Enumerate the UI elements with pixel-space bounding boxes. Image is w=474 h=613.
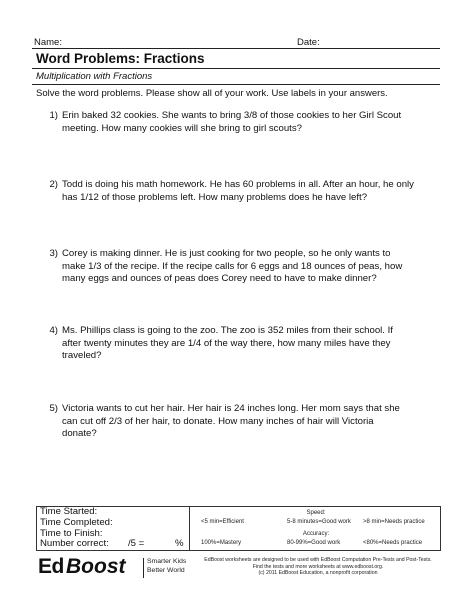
logo-ed-text: Ed <box>38 555 64 578</box>
problem-1 <box>44 110 444 150</box>
percent-sign: % <box>175 538 184 550</box>
time-to-finish-label: Time to Finish: <box>40 527 103 539</box>
footer-note-line-3: (c) 2011 EdBoost Education, a nonprofit corporation <box>258 570 378 577</box>
time-completed-label: Time Completed: <box>40 516 113 528</box>
scoring-guide-box <box>189 506 441 551</box>
logo-divider <box>143 558 144 578</box>
worksheet-subtitle: Multiplication with Fractions <box>36 71 153 82</box>
header-rule <box>32 48 440 49</box>
date-label: Date: <box>297 37 320 48</box>
subtitle-rule <box>32 84 440 85</box>
speed-title: Speed: <box>306 510 326 516</box>
speed-efficient: <5 min=Efficient <box>201 519 244 525</box>
problem-line: donate? <box>62 428 97 440</box>
footer-note-line-1: EdBoost worksheets are designed to be used with EdBoost Computation Pre-Tests and Post-Tests. <box>204 557 432 563</box>
timing-box <box>36 506 190 551</box>
footer-note <box>196 557 440 577</box>
problem-line: Erin baked 32 cookies. She wants to bring 3/8 of those cookies to her Girl Scout <box>62 110 402 121</box>
problem-3 <box>44 248 444 288</box>
problem-line: has 1/12 of those problems left. How many problems does he have left? <box>62 191 368 203</box>
problem-line: can cut off 2/3 of her hair, to donate. How many inches of hair will Victoria <box>62 415 374 427</box>
number-correct-label: Number correct: <box>40 538 109 550</box>
logo-tagline-1: Smarter Kids <box>147 558 187 565</box>
instructions: Solve the word problems. Please show all of your work. Use labels in your answers. <box>36 88 388 99</box>
name-label: Name: <box>34 37 62 48</box>
problem-line: after twenty minutes they are 1/4 of the way there, how many miles have they <box>62 337 391 349</box>
logo-boost-text: Boost <box>66 555 126 578</box>
logo-tagline-2: Better World <box>147 567 185 574</box>
accuracy-title: Accuracy: <box>302 531 330 537</box>
problem-number: 1) <box>49 110 58 121</box>
accuracy-needs-practice: <80%=Needs practice <box>363 540 423 546</box>
edboost-logo <box>36 553 196 583</box>
problem-5 <box>44 403 444 443</box>
problem-number: 3) <box>49 248 58 259</box>
speed-good: 5-8 minutes=Good work <box>287 519 351 525</box>
problem-number: 5) <box>49 403 58 414</box>
problem-line: Corey is making dinner. He is just cooking for two people, so he only wants to <box>62 248 391 259</box>
title-rule <box>32 68 440 69</box>
problem-line: many eggs and ounces of peas does Corey need to have to make dinner? <box>62 273 377 285</box>
worksheet-title: Word Problems: Fractions <box>36 51 205 66</box>
time-started-label: Time Started: <box>40 506 98 517</box>
score-fraction: /5 = <box>128 538 145 550</box>
accuracy-mastery: 100%=Mastery <box>201 540 242 546</box>
problem-line: traveled? <box>62 350 102 362</box>
problem-2 <box>44 179 444 219</box>
speed-needs-practice: >8 min=Needs practice <box>363 519 425 525</box>
problem-line: Todd is doing his math homework. He has 60 problems in all. After an hour, he only <box>62 179 414 190</box>
problem-line: meeting. How many cookies will she bring to girl scouts? <box>62 122 302 134</box>
problem-number: 4) <box>49 325 58 336</box>
problem-4 <box>44 325 444 365</box>
problem-number: 2) <box>49 179 58 190</box>
footer-note-line-2: Find the tests and more worksheets at www.edboost.org. <box>252 563 384 570</box>
accuracy-good: 80-99%=Good work <box>287 540 341 546</box>
problem-line: make 1/3 of the recipe. If the recipe calls for 6 eggs and 18 ounces of peas, how <box>62 260 403 272</box>
problem-line: Victoria wants to cut her hair. Her hair is 24 inches long. Her mom says that she <box>62 403 400 414</box>
problem-line: Ms. Phillips class is going to the zoo. The zoo is 352 miles from their school. If <box>62 325 393 336</box>
